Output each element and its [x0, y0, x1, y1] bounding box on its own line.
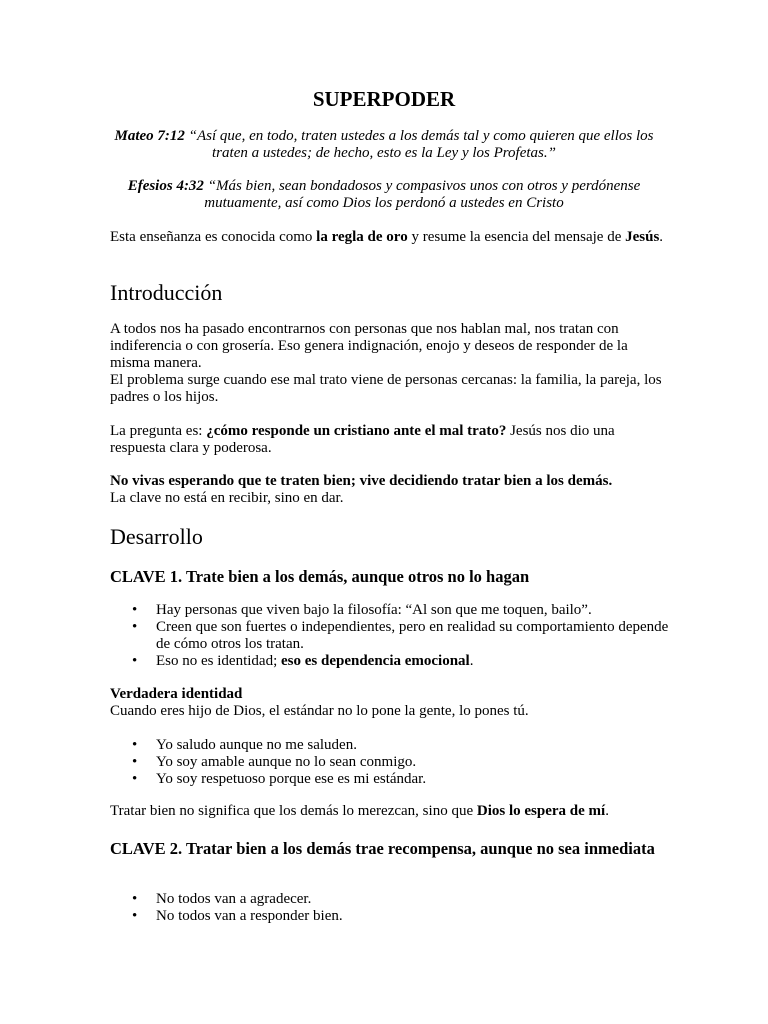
- text-run: Jesús nos dio una respuesta clara y poderosa.: [110, 423, 615, 456]
- list-item-text: Yo soy amable aunque no lo sean conmigo.: [156, 754, 417, 770]
- verse-text: “Más bien, sean bondadosos y compasivos unos con otros y perdónense mutuamente, así como Dios los perdonó a ustedes en Cristo: [204, 178, 641, 211]
- list-item-text: .: [469, 653, 474, 669]
- document-title: SUPERPODER: [312, 87, 456, 111]
- text-run: .: [659, 229, 664, 245]
- subheading-verdadera-identidad: Verdadera identidad: [110, 686, 243, 702]
- intro-question-paragraph: [110, 423, 666, 457]
- bold-run: ¿cómo responde un cristiano ante el mal trato?: [206, 423, 507, 439]
- bullet-icon: •: [132, 619, 138, 635]
- bold-run: No vivas esperando que te traten bien; vive decidiendo tratar bien a los demás.: [110, 473, 613, 489]
- verse-mateo: [110, 128, 658, 162]
- verse-efesios: [110, 178, 658, 212]
- text-run: A todos nos ha pasado encontrarnos con personas que nos hablan mal, nos tratan con indiferencia o con grosería. Eso genera indignación, enojo y deseos de responder de la misma manera.: [110, 321, 628, 371]
- text-run: .: [605, 803, 609, 819]
- clave-1-closing-paragraph: [110, 803, 666, 820]
- bold-run: la regla de oro: [316, 229, 408, 245]
- golden-rule-paragraph: [110, 229, 666, 246]
- text-run: La pregunta es:: [110, 423, 207, 439]
- bullet-icon: •: [132, 754, 138, 770]
- bullet-icon: •: [132, 771, 138, 787]
- verse-reference: Mateo 7:12: [114, 128, 185, 144]
- list-item-text: No todos van a responder bien.: [156, 908, 343, 924]
- clave-2-bullet-list: [110, 891, 686, 925]
- clave-1-bullet-list: [110, 602, 686, 670]
- verse-text: “Así que, en todo, traten ustedes a los demás tal y como quieren que ellos los traten a ustedes; de hecho, esto es la Ley y los Profetas.”: [188, 128, 654, 161]
- list-item: [132, 619, 686, 653]
- bullet-icon: •: [132, 602, 138, 618]
- text-run: El problema surge cuando ese mal trato viene de personas cercanas: la familia, la pareja, los padres o los hijos.: [110, 372, 662, 405]
- list-item: [132, 602, 686, 619]
- identity-paragraph: Cuando eres hijo de Dios, el estándar no lo pone la gente, lo pones tú.: [110, 703, 529, 719]
- heading-clave-2: CLAVE 2. Tratar bien a los demás trae recompensa, aunque no sea inmediata: [110, 839, 655, 858]
- list-item-text: Yo soy respetuoso porque ese es mi estándar.: [156, 771, 427, 787]
- list-item: [132, 737, 686, 754]
- identity-bullet-list: [110, 737, 686, 788]
- bold-run: eso es dependencia emocional: [280, 653, 470, 669]
- list-item: [132, 771, 686, 788]
- list-item: [132, 653, 686, 670]
- heading-introduccion: Introducción: [110, 280, 223, 305]
- bullet-icon: •: [132, 737, 138, 753]
- intro-paragraph-1: [110, 321, 666, 406]
- text-run: y resume la esencia del mensaje de: [407, 229, 626, 245]
- bullet-icon: •: [132, 891, 138, 907]
- list-item-text: No todos van a agradecer.: [156, 891, 312, 907]
- bold-run: Jesús: [625, 229, 660, 245]
- list-item-text: Creen que son fuertes o independientes, pero en realidad su comportamiento depende de cómo otros los tratan.: [156, 619, 669, 652]
- list-item: [132, 754, 686, 771]
- intro-key-paragraph: [110, 473, 666, 507]
- list-item: [132, 908, 686, 925]
- bold-run: Dios lo espera de mí: [476, 803, 606, 819]
- verse-reference: Efesios 4:32: [127, 178, 204, 194]
- list-item-text: Hay personas que viven bajo la filosofía: “Al son que me toquen, bailo”.: [156, 602, 592, 618]
- text-run: Esta enseñanza es conocida como: [110, 229, 317, 245]
- bullet-icon: •: [132, 653, 138, 669]
- list-item-text: Eso no es identidad;: [156, 653, 281, 669]
- list-item: [132, 891, 686, 908]
- bullet-icon: •: [132, 908, 138, 924]
- heading-clave-1: CLAVE 1. Trate bien a los demás, aunque otros no lo hagan: [110, 567, 530, 586]
- list-item-text: Yo saludo aunque no me saluden.: [156, 737, 357, 753]
- text-run: La clave no está en recibir, sino en dar.: [110, 490, 344, 506]
- text-run: Tratar bien no significa que los demás lo merezcan, sino que: [110, 803, 477, 819]
- heading-desarrollo: Desarrollo: [110, 524, 203, 549]
